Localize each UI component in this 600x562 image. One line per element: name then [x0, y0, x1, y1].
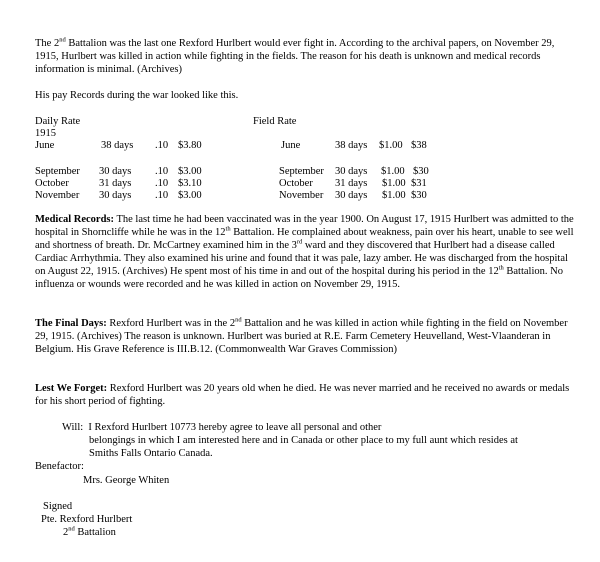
field-days: 30 days — [335, 166, 368, 177]
daily-days: 30 days — [99, 166, 132, 177]
benefactor-label: Benefactor: — [35, 461, 84, 472]
field-total: $38 — [411, 140, 427, 151]
final-days-heading: The Final Days: — [35, 318, 107, 329]
daily-total: $3.00 — [178, 190, 202, 201]
daily-month: June — [35, 140, 55, 151]
daily-rate: .10 — [155, 178, 169, 189]
field-total: $30 — [413, 166, 429, 177]
field-rate: $1.00 — [382, 190, 406, 201]
daily-month: November — [35, 190, 80, 201]
field-total: $30 — [411, 190, 427, 201]
benefactor-name: Mrs. George Whiten — [83, 475, 170, 486]
year-label: 1915 — [35, 128, 56, 139]
daily-total: $3.00 — [178, 166, 202, 177]
intro-paragraph: The 2nd Battalion was the last one Rexford Hurlbert would ever fight in. According to the archival papers, on November 29, 1915, Hurlbert was killed in action while fighting in the fields. The reason for his death is unknown and medical records information is minimal. (Archives) — [35, 36, 555, 75]
daily-total: $3.80 — [178, 140, 202, 151]
lest-we-forget-paragraph: Lest We Forget: Rexford Hurlbert was 20 years old when he died. He was never married and he received no awards or medals for his short period of fighting. — [35, 383, 570, 407]
daily-month: September — [35, 166, 80, 177]
daily-days: 31 days — [99, 178, 132, 189]
document-page — [35, 37, 580, 539]
daily-month: October — [35, 178, 69, 189]
pay-records-table — [35, 115, 580, 205]
medical-records-heading: Medical Records: — [35, 214, 115, 225]
field-month: October — [279, 178, 313, 189]
field-days: 38 days — [335, 140, 368, 151]
daily-days: 38 days — [101, 140, 134, 151]
field-days: 31 days — [335, 178, 368, 189]
field-month: September — [279, 166, 324, 177]
final-days-paragraph: The Final Days: Rexford Hurlbert was in the 2nd Battalion and he was killed in action while fighting in the field on November 29, 1915. (Archives) The reason is unknown. Hurlbert was buried at R.E. Farm Cemetery Heuvelland, West-Vlaanderan in Belgium. His Grave Reference is III.B.12. (Commonwealth War Graves Commission) — [35, 316, 568, 355]
will-section: Will: I Rexford Hurlbert 10773 hereby agree to leave all personal and other belongings in which I am interested here and in Canada or other place to my full aunt which resides at Smiths Falls Ontario Canada. Benefactor: Mrs. George Whiten — [35, 421, 580, 487]
field-rate: $1.00 — [381, 166, 405, 177]
pay-intro: His pay Records during the war looked like this. — [35, 90, 239, 101]
will-label: Will: — [62, 422, 84, 433]
field-rate: $1.00 — [382, 178, 406, 189]
field-days: 30 days — [335, 190, 368, 201]
field-rate-header: Field Rate — [253, 116, 297, 127]
lest-we-forget-heading: Lest We Forget: — [35, 383, 108, 394]
field-rate: $1.00 — [379, 140, 403, 151]
medical-records-paragraph: Medical Records: The last time he had been vaccinated was in the year 1900. On August 17, 1915 Hurlbert was admitted to the hospital in Shorncliffe while he was in the 12th Battalion. He complained about weakness, pain over his heart, unable to see well and shortness of breath. Dr. McCartney examined him in the 3rd ward and they discovered that Hurlbert had a disease called Cardiac Arrhythmia. They also examined his urine and found that it was pale, lazy amber. He was discharged from the hospital on August 22, 1915. (Archives) He spent most of his time in and out of the hospital during his period in the 12th Battalion. No influenza or wounds were recorded and he was killed in action on November 29, 1915. — [35, 214, 574, 290]
field-month: June — [281, 140, 301, 151]
daily-days: 30 days — [99, 190, 132, 201]
daily-rate: .10 — [155, 190, 169, 201]
field-total: $31 — [411, 178, 427, 189]
daily-rate: .10 — [155, 166, 169, 177]
signature-block: Signed Pte. Rexford Hurlbert 2nd Battalion — [41, 501, 133, 538]
daily-total: $3.10 — [178, 178, 202, 189]
daily-rate-header: Daily Rate — [35, 116, 81, 127]
field-month: November — [279, 190, 324, 201]
daily-rate: .10 — [155, 140, 169, 151]
